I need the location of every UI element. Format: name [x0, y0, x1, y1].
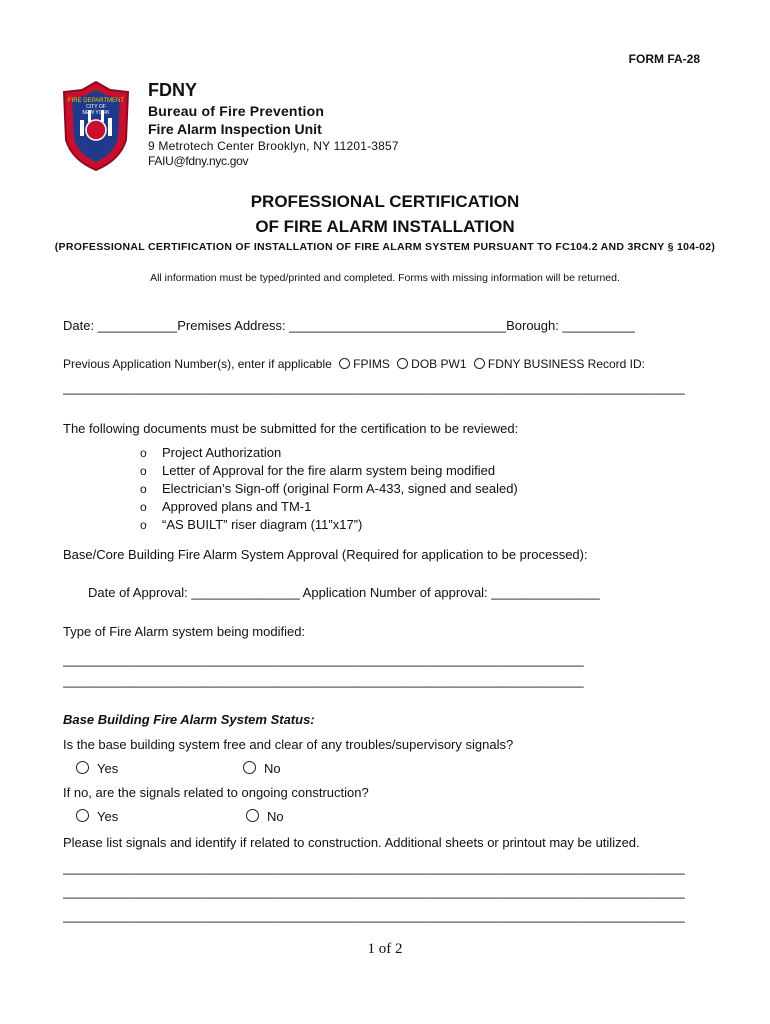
date-address-borough-line[interactable]: Date: ___________Premises Address: ______________________________Borough: __________ [63, 318, 635, 333]
fpims-radio[interactable] [339, 358, 350, 369]
list-item: o Approved plans and TM-1 [140, 499, 312, 514]
fdny-logo-icon [60, 80, 132, 172]
system-type-input-1[interactable]: ________________________________________________________________________ [63, 652, 584, 667]
form-code: FORM FA-28 [628, 52, 700, 66]
q2-no-radio[interactable] [246, 809, 259, 822]
q2-yes-option[interactable]: Yes [76, 809, 118, 824]
logo-text-mid: CITY OF [86, 104, 106, 110]
system-type-input-2[interactable]: ________________________________________________________________________ [63, 673, 584, 688]
list-item: o Electrician’s Sign-off (original Form A-433, signed and sealed) [140, 481, 518, 496]
signals-input-3[interactable]: ______________________________________________________________________________________ [63, 908, 685, 923]
question-construction: If no, are the signals related to ongoing construction? [63, 785, 369, 800]
org-name: FDNY [148, 80, 197, 100]
q1-no-radio[interactable] [243, 761, 256, 774]
approval-heading: Base/Core Building Fire Alarm System Approval (Required for application to be processed): [63, 547, 588, 562]
signals-input-1[interactable]: ______________________________________________________________________________________ [63, 860, 685, 875]
approval-date-number-line[interactable]: Date of Approval: _______________ Application Number of approval: _______________ [88, 585, 600, 600]
form-notice: All information must be typed/printed and completed. Forms with missing information will be returned. [150, 272, 620, 284]
logo-text-top: FIRE DEPARTMENT [67, 98, 125, 104]
signals-list-label: Please list signals and identify if related to construction. Additional sheets or printout may be utilized. [63, 835, 640, 850]
previous-application-label: Previous Application Number(s), enter if applicable [63, 357, 332, 371]
form-title-line2: OF FIRE ALARM INSTALLATION [255, 217, 515, 236]
form-subtitle: (PROFESSIONAL CERTIFICATION OF INSTALLATION OF FIRE ALARM SYSTEM PURSUANT TO FC104.2 AND 3RCNY § 104-02) [54, 241, 716, 253]
list-item: o Project Authorization [140, 445, 282, 460]
q1-no-option[interactable]: No [243, 761, 281, 776]
signals-input-2[interactable]: ______________________________________________________________________________________ [63, 884, 685, 899]
email: FAIU@fdny.nyc.gov [148, 154, 249, 168]
list-item: o Letter of Approval for the fire alarm system being modified [140, 463, 496, 478]
documents-list [140, 444, 518, 534]
previous-application-line [63, 357, 645, 371]
page-number: 1 of 2 [367, 941, 403, 957]
fdny-business-label: FDNY BUSINESS Record ID: [487, 357, 646, 371]
form-title-line1: PROFESSIONAL CERTIFICATION [250, 192, 520, 211]
q1-yes-option[interactable]: Yes [76, 761, 118, 776]
list-item: o “AS BUILT” riser diagram (11”x17”) [140, 517, 363, 532]
fdny-business-radio[interactable] [474, 358, 485, 369]
q2-no-option[interactable]: No [246, 809, 284, 824]
system-type-label: Type of Fire Alarm system being modified: [63, 624, 306, 639]
address: 9 Metrotech Center Brooklyn, NY 11201-3857 [148, 139, 399, 153]
q2-yes-radio[interactable] [76, 809, 89, 822]
fpims-label: FPIMS [353, 357, 390, 371]
dob-pw1-radio[interactable] [397, 358, 408, 369]
logo-text-bottom: NEW YORK [82, 110, 110, 116]
dob-pw1-label: DOB PW1 [411, 357, 467, 371]
question-troubles: Is the base building system free and clear of any troubles/supervisory signals? [63, 737, 514, 752]
previous-application-input[interactable]: ______________________________________________________________________________________ [63, 380, 685, 395]
bureau-name: Bureau of Fire Prevention [148, 103, 325, 119]
unit-name: Fire Alarm Inspection Unit [148, 121, 322, 137]
q1-yes-radio[interactable] [76, 761, 89, 774]
status-heading: Base Building Fire Alarm System Status: [63, 712, 315, 727]
documents-intro: The following documents must be submitted for the certification to be reviewed: [63, 421, 519, 436]
